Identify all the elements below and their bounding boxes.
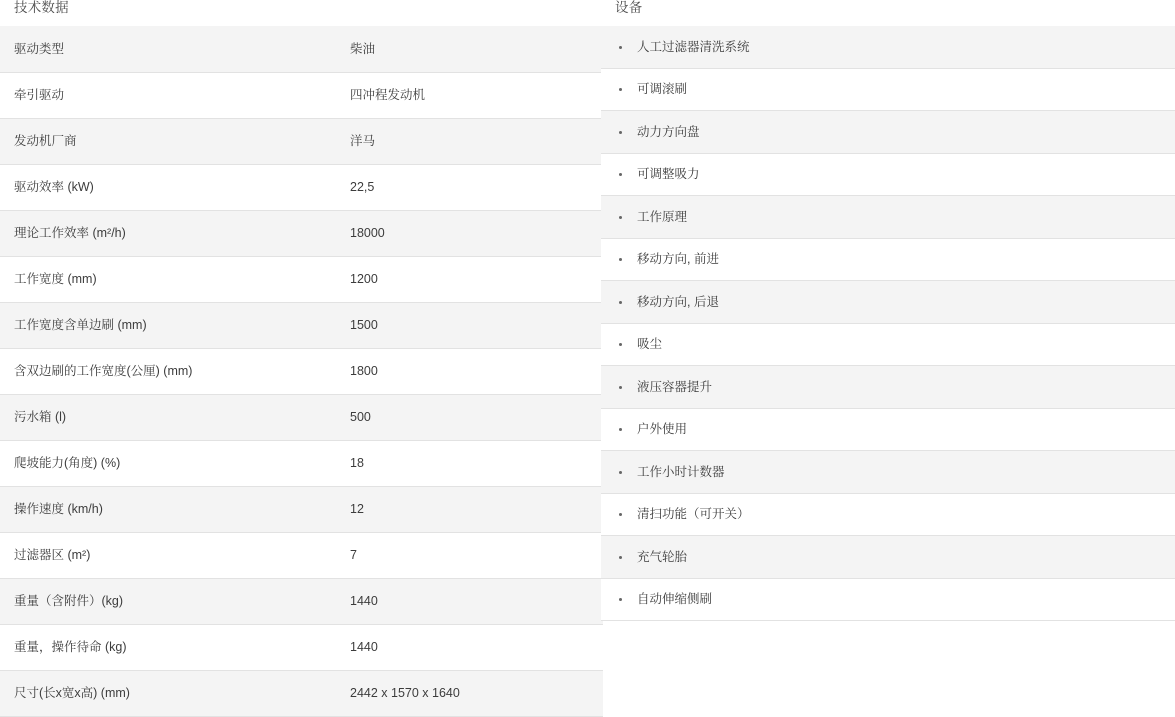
list-item (601, 579, 1175, 622)
spec-value: 18 (336, 440, 603, 486)
technical-data-column (0, 0, 575, 717)
spec-value: 1500 (336, 302, 603, 348)
list-item (601, 154, 1175, 197)
equipment-label: 移动方向, 前进 (637, 252, 719, 267)
bullet-icon (619, 428, 622, 431)
technical-data-body (0, 26, 603, 716)
spec-value: 18000 (336, 210, 603, 256)
spec-label: 重量，操作待命 (kg) (0, 624, 336, 670)
equipment-label: 可调整吸力 (637, 167, 700, 182)
equipment-label: 液压容器提升 (637, 379, 713, 394)
table-row (0, 72, 603, 118)
table-row (0, 440, 603, 486)
spec-value: 7 (336, 532, 603, 578)
bullet-icon (619, 471, 622, 474)
spec-label: 驱动类型 (0, 26, 336, 72)
table-row (0, 624, 603, 670)
bullet-icon (619, 513, 622, 516)
spec-value: 12 (336, 486, 603, 532)
spec-label: 尺寸(长x宽x高) (mm) (0, 670, 336, 716)
bullet-icon (619, 343, 622, 346)
bullet-icon (619, 88, 622, 91)
spec-value: 1440 (336, 578, 603, 624)
table-row (0, 578, 603, 624)
bullet-icon (619, 301, 622, 304)
spec-value: 2442 x 1570 x 1640 (336, 670, 603, 716)
bullet-icon (619, 173, 622, 176)
list-item (601, 409, 1175, 452)
list-item (601, 111, 1175, 154)
spec-label: 理论工作效率 (m²/h) (0, 210, 336, 256)
table-row (0, 486, 603, 532)
spec-value: 柴油 (336, 26, 603, 72)
list-item (601, 26, 1175, 69)
equipment-column (601, 0, 1175, 621)
spec-label: 操作速度 (km/h) (0, 486, 336, 532)
table-row (0, 302, 603, 348)
spec-value: 1200 (336, 256, 603, 302)
table-row (0, 670, 603, 716)
spec-value: 1800 (336, 348, 603, 394)
spec-label: 牵引驱动 (0, 72, 336, 118)
list-item (601, 239, 1175, 282)
equipment-list (601, 26, 1175, 621)
equipment-label: 自动伸缩侧刷 (637, 592, 713, 607)
spec-value: 22,5 (336, 164, 603, 210)
list-item (601, 494, 1175, 537)
equipment-title: 设备 (615, 0, 643, 15)
spec-label: 发动机厂商 (0, 118, 336, 164)
spec-label: 驱动效率 (kW) (0, 164, 336, 210)
table-row (0, 164, 603, 210)
spec-label: 过滤器区 (m²) (0, 532, 336, 578)
list-item (601, 366, 1175, 409)
equipment-label: 充气轮胎 (637, 549, 688, 564)
table-row (0, 348, 603, 394)
list-item (601, 451, 1175, 494)
spec-value: 1440 (336, 624, 603, 670)
spec-value: 四冲程发动机 (336, 72, 603, 118)
bullet-icon (619, 598, 622, 601)
list-item (601, 196, 1175, 239)
spec-label: 工作宽度含单边刷 (mm) (0, 302, 336, 348)
spec-value: 500 (336, 394, 603, 440)
bullet-icon (619, 556, 622, 559)
table-row (0, 256, 603, 302)
technical-data-table (0, 26, 603, 717)
equipment-label: 工作小时计数器 (637, 464, 725, 479)
equipment-label: 移动方向, 后退 (637, 294, 719, 309)
spec-label: 污水箱 (l) (0, 394, 336, 440)
equipment-label: 户外使用 (637, 422, 688, 437)
table-row (0, 210, 603, 256)
spec-label: 爬坡能力(角度) (%) (0, 440, 336, 486)
equipment-label: 工作原理 (637, 209, 688, 224)
spec-value: 洋马 (336, 118, 603, 164)
equipment-label: 可调滚刷 (637, 82, 688, 97)
table-row (0, 532, 603, 578)
table-row (0, 26, 603, 72)
equipment-label: 动力方向盘 (637, 124, 700, 139)
equipment-label: 清扫功能（可开关） (637, 507, 750, 522)
table-row (0, 118, 603, 164)
table-row (0, 394, 603, 440)
equipment-label: 人工过滤器清洗系统 (637, 39, 750, 54)
equipment-label: 吸尘 (637, 337, 663, 352)
bullet-icon (619, 131, 622, 134)
technical-data-title: 技术数据 (14, 0, 69, 15)
spec-label: 含双边刷的工作宽度(公厘) (mm) (0, 348, 336, 394)
spec-label: 重量（含附件）(kg) (0, 578, 336, 624)
list-item (601, 324, 1175, 367)
bullet-icon (619, 386, 622, 389)
spec-label: 工作宽度 (mm) (0, 256, 336, 302)
bullet-icon (619, 258, 622, 261)
bullet-icon (619, 46, 622, 49)
bullet-icon (619, 216, 622, 219)
list-item (601, 536, 1175, 579)
list-item (601, 69, 1175, 112)
list-item (601, 281, 1175, 324)
